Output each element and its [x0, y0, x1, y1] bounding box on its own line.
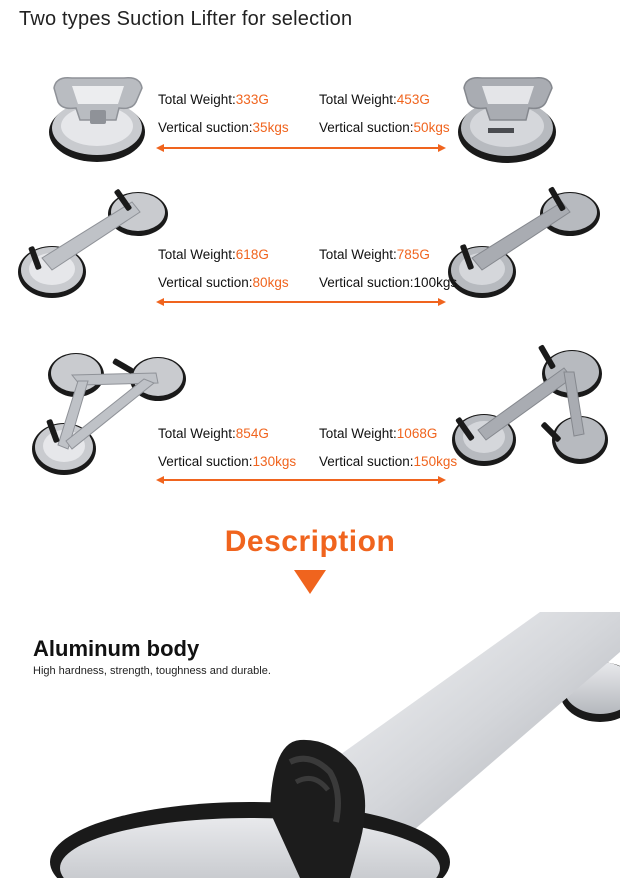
suction-value: 50kgs [413, 120, 450, 135]
suction-value: 80kgs [252, 275, 289, 290]
page-title: Two types Suction Lifter for selection [19, 8, 353, 30]
suction-label: Vertical suction: [319, 120, 414, 135]
vertical-suction-line [158, 269, 289, 297]
single-cup-lifter-icon [44, 70, 154, 170]
feature-subtitle: High hardness, strength, toughness and durable. [33, 665, 271, 677]
description-heading: Description [224, 525, 396, 558]
double-arrow-divider [156, 297, 446, 307]
spec-block-right [319, 241, 457, 297]
weight-label: Total Weight: [319, 92, 397, 107]
vertical-suction-line [158, 448, 296, 476]
weight-label: Total Weight: [158, 247, 236, 262]
feature-title: Aluminum body [33, 636, 200, 661]
spec-block-right [319, 86, 450, 142]
spec-block-left [158, 420, 296, 476]
total-weight-line [319, 86, 450, 114]
triple-cup-lifter-icon [448, 342, 608, 487]
double-arrow-divider [156, 143, 446, 153]
weight-value: 854G [235, 426, 269, 441]
spec-block-left [158, 241, 289, 297]
suction-label: Vertical suction: [319, 275, 414, 290]
vertical-suction-line [158, 114, 289, 142]
vertical-suction-line [319, 114, 450, 142]
double-arrow-divider [156, 475, 446, 485]
total-weight-line [158, 86, 289, 114]
weight-value: 453G [396, 92, 430, 107]
spec-block-left [158, 86, 289, 142]
suction-value: 130kgs [252, 454, 297, 469]
vertical-suction-line [319, 269, 457, 297]
weight-label: Total Weight: [319, 426, 397, 441]
suction-value: 150kgs [413, 454, 458, 469]
weight-value: 333G [235, 92, 269, 107]
vertical-suction-line [319, 448, 457, 476]
weight-label: Total Weight: [158, 426, 236, 441]
weight-value: 1068G [396, 426, 438, 441]
single-cup-lifter-icon [452, 70, 562, 170]
total-weight-line [158, 420, 296, 448]
spec-block-right [319, 420, 457, 476]
suction-label: Vertical suction: [158, 275, 253, 290]
total-weight-line [319, 241, 457, 269]
double-cup-lifter-icon [446, 184, 606, 304]
suction-label: Vertical suction: [319, 454, 414, 469]
weight-value: 618G [235, 247, 269, 262]
suction-label: Vertical suction: [158, 120, 253, 135]
total-weight-line [158, 241, 289, 269]
down-triangle-icon [294, 570, 326, 594]
weight-label: Total Weight: [158, 92, 236, 107]
weight-value: 785G [396, 247, 430, 262]
suction-value-plain: 100kgs [413, 275, 458, 290]
total-weight-line [319, 420, 457, 448]
suction-label: Vertical suction: [158, 454, 253, 469]
weight-label: Total Weight: [319, 247, 397, 262]
double-cup-lifter-icon [12, 184, 172, 304]
suction-value: 35kgs [252, 120, 289, 135]
